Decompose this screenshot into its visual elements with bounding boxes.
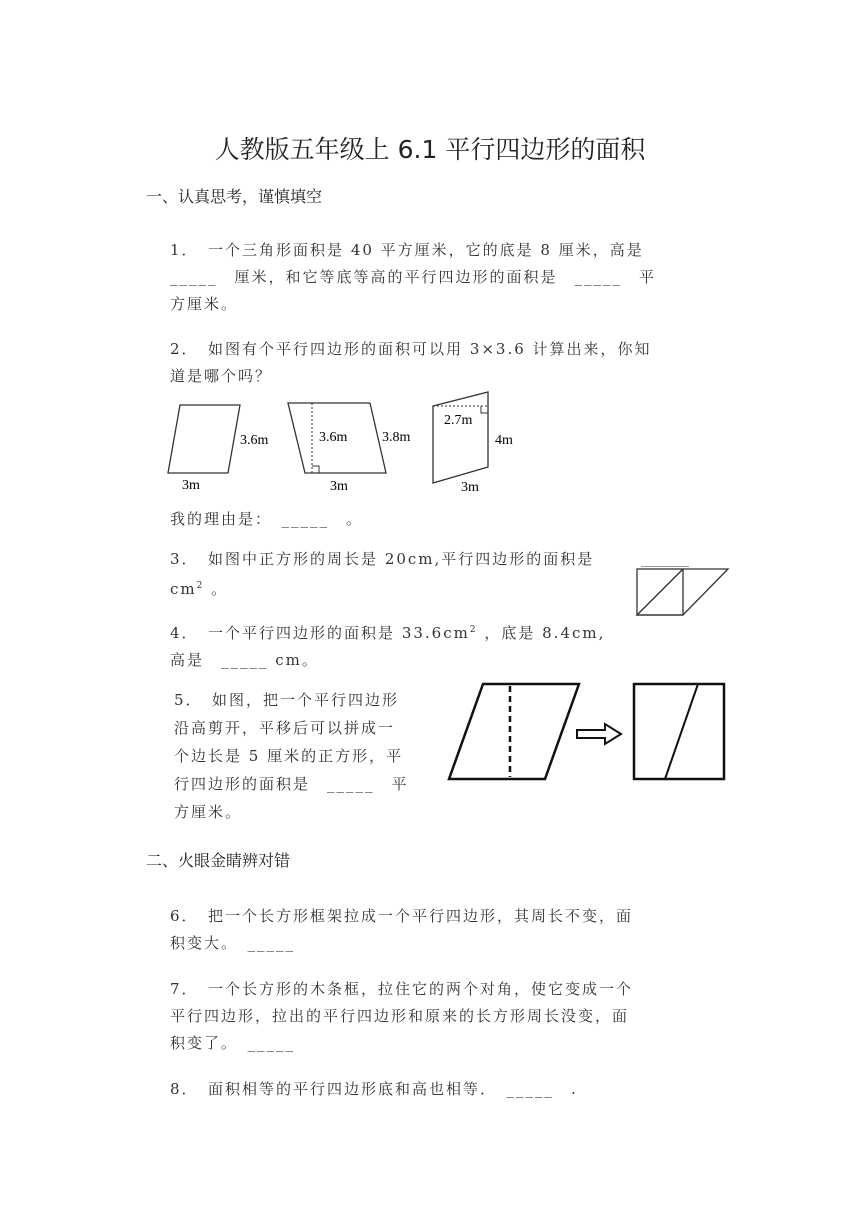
question-3-line-1: 3． 如图中正方形的周长是 20cm,平行四边形的面积是 xyxy=(170,550,595,568)
fig-b-height-label: 3.6m xyxy=(319,430,348,445)
q5-figure xyxy=(445,678,735,788)
question-4 xyxy=(170,617,605,674)
question-5-line-5: 方厘米。 xyxy=(174,803,243,821)
question-2 xyxy=(170,336,652,390)
question-3-unit: cm xyxy=(170,580,197,598)
question-6 xyxy=(170,903,633,957)
question-3-superscript: 2 xyxy=(196,581,205,591)
question-5-line-4: 行四边形的面积是 _____ 平 xyxy=(174,775,409,793)
question-7-line-1: 7． 一个长方形的木条框，拉住它的两个对角，使它变成一个 xyxy=(170,980,634,998)
question-4-superscript: 2 xyxy=(469,625,478,635)
fig-c-right-angle xyxy=(481,406,488,413)
question-3-suffix: 。 xyxy=(211,580,229,598)
question-5-line-3: 个边长是 5 厘米的正方形，平 xyxy=(174,747,404,765)
result-square xyxy=(634,684,724,779)
question-4-line-2: 高是 _____ cm。 xyxy=(170,651,319,669)
section-heading-1: 一、认真思考，谨慎填空 xyxy=(146,187,323,206)
fig-a-side-label: 3.6m xyxy=(240,433,269,448)
question-1-line-2: _____ 厘米，和它等底等高的平行四边形的面积是 _____ 平 xyxy=(170,268,657,286)
question-1-line-3: 方厘米。 xyxy=(170,295,239,313)
cut-parallelogram xyxy=(449,684,579,779)
question-7-line-2: 平行四边形，拉出的平行四边形和原来的长方形周长没变，面 xyxy=(170,1007,630,1025)
q3-figure xyxy=(632,565,732,620)
question-3 xyxy=(170,546,594,603)
question-2-answer: 我的理由是： _____ 。 xyxy=(170,510,364,528)
fig-b-base-label: 3m xyxy=(330,479,348,494)
question-6-line-2: 积变大。 _____ xyxy=(170,934,296,952)
question-8: 8． 面积相等的平行四边形底和高也相等． _____ . xyxy=(170,1080,578,1098)
fig-a-base-label: 3m xyxy=(182,478,200,493)
question-5 xyxy=(174,686,409,826)
arrow-icon xyxy=(577,724,621,744)
question-4-text: 4． 一个平行四边形的面积是 33.6cm xyxy=(170,624,470,642)
fig-b-right-angle xyxy=(312,466,319,473)
question-7-line-3: 积变了。 _____ xyxy=(170,1034,296,1052)
fig-c-top-label: 2.7m xyxy=(444,413,473,428)
fig-c-side-label: 4m xyxy=(495,433,513,448)
question-2-line-2: 道是哪个吗？ xyxy=(170,367,273,385)
question-3-line-2 xyxy=(170,573,594,603)
section-heading-2: 二、火眼金睛辨对错 xyxy=(146,851,291,870)
question-4-suffix: ，底是 8.4cm, xyxy=(484,624,606,642)
question-6-line-1: 6． 把一个长方形框架拉成一个平行四边形，其周长不变，面 xyxy=(170,907,634,925)
square-cut-line xyxy=(665,684,698,779)
question-4-line-1 xyxy=(170,617,605,647)
fig-c-base-label: 3m xyxy=(461,480,479,495)
parallelogram-a xyxy=(168,405,240,473)
question-1-line-1: 1． 一个三角形面积是 40 平方厘米，它的底是 8 厘米，高是 xyxy=(170,241,644,259)
question-5-line-2: 沿高剪开，平移后可以拼成一 xyxy=(174,719,396,737)
fig-b-side-label: 3.8m xyxy=(382,430,411,445)
question-1 xyxy=(170,237,656,318)
question-5-line-1: 5． 如图，把一个平行四边形 xyxy=(174,691,400,709)
question-2-line-1: 2． 如图有个平行四边形的面积可以用 3×3.6 计算出来，你知 xyxy=(170,340,652,358)
question-7 xyxy=(170,976,633,1057)
page-title: 人教版五年级上 6.1 平行四边形的面积 xyxy=(214,135,646,164)
q2-figures xyxy=(160,385,530,500)
